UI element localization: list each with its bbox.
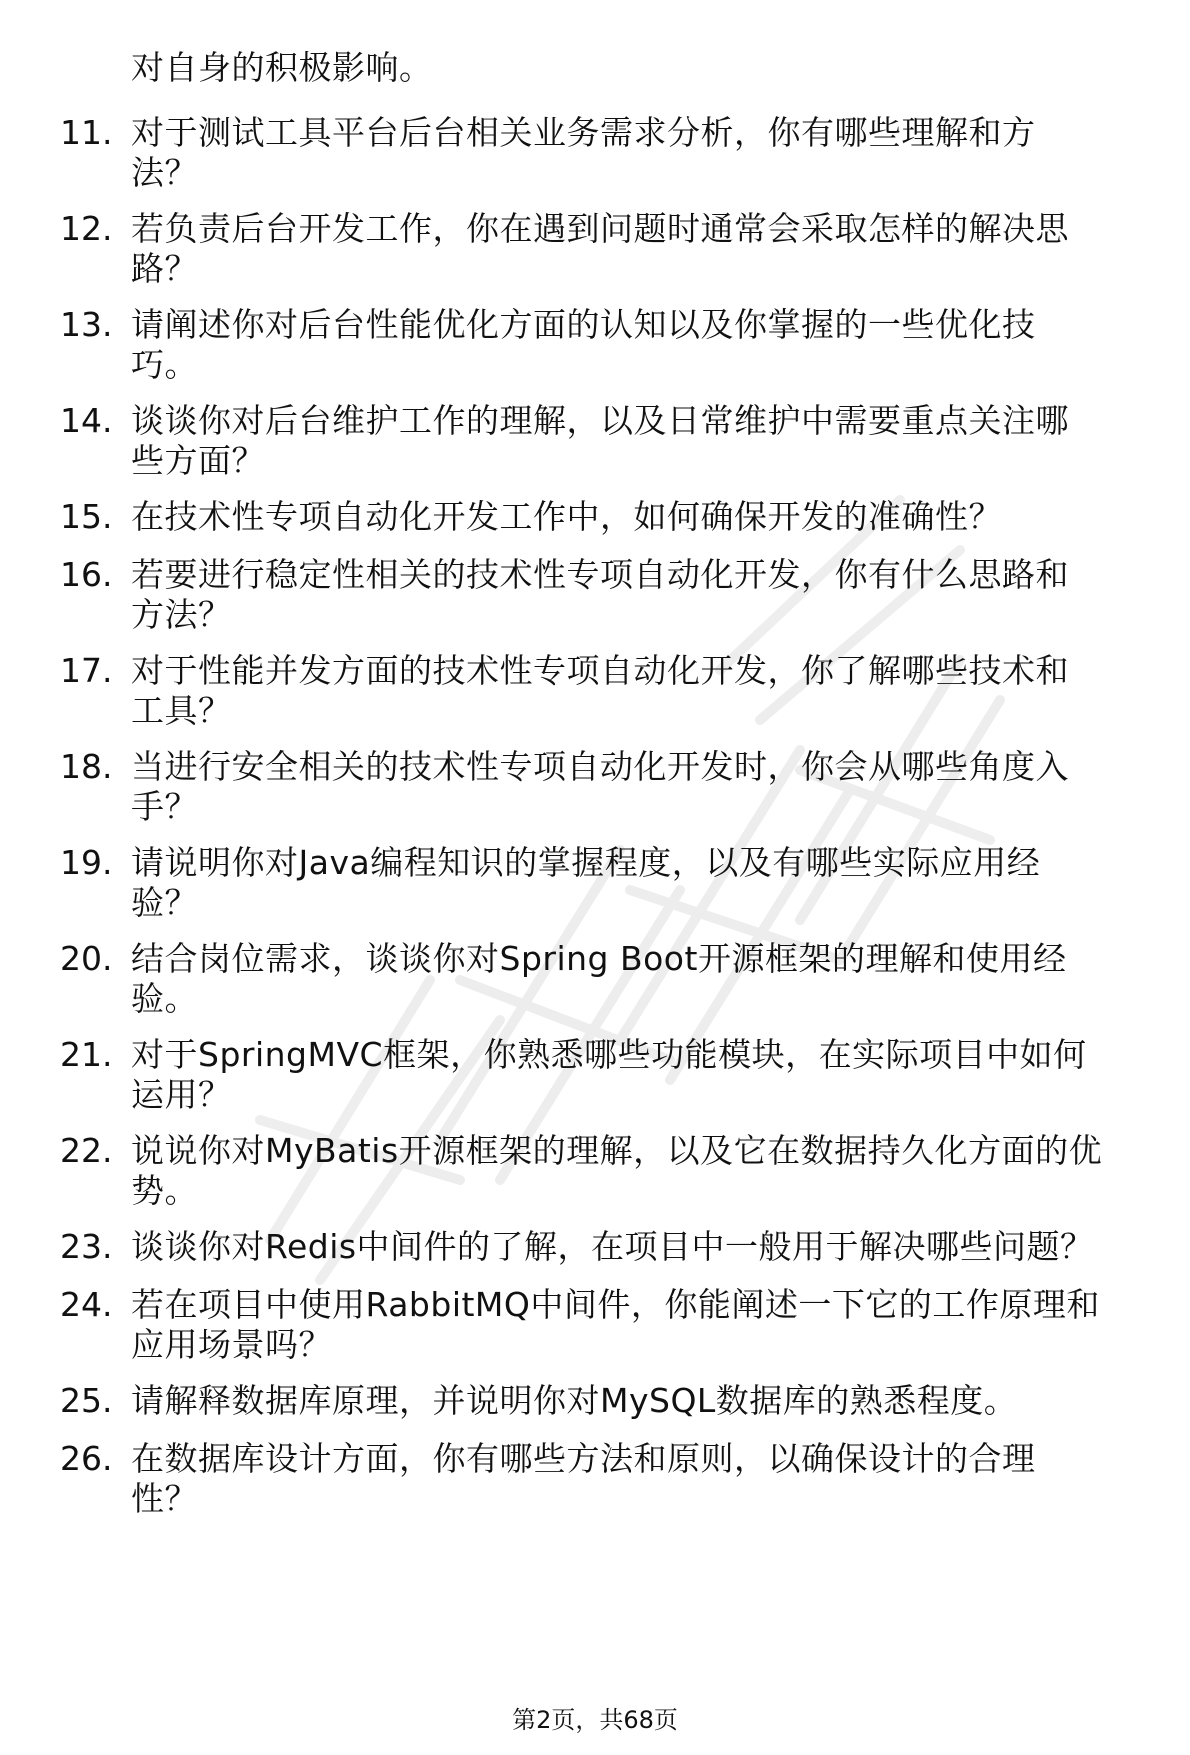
question-text-line: 工具？ bbox=[131, 691, 232, 730]
question-text-line: 对于SpringMVC框架，你熟悉哪些功能模块，在实际项目中如何 bbox=[131, 1035, 1087, 1074]
page-footer: 第2页，共68页 bbox=[512, 1706, 678, 1734]
question-text-line: 若要进行稳定性相关的技术性专项自动化开发，你有什么思路和 bbox=[131, 555, 1069, 594]
question-text-line: 若在项目中使用RabbitMQ中间件，你能阐述一下它的工作原理和 bbox=[131, 1285, 1100, 1324]
question-text-line: 势。 bbox=[131, 1171, 198, 1210]
question-text-line: 验。 bbox=[131, 979, 198, 1018]
question-number: 17. bbox=[60, 651, 113, 690]
question-text-line: 验？ bbox=[131, 883, 198, 922]
question-text-line: 若负责后台开发工作，你在遇到问题时通常会采取怎样的解决思 bbox=[131, 209, 1069, 248]
question-number: 13. bbox=[60, 305, 113, 344]
question-number: 14. bbox=[60, 401, 113, 440]
continuation-text: 对自身的积极影响。 bbox=[131, 48, 433, 87]
question-text-line: 对于测试工具平台后台相关业务需求分析，你有哪些理解和方 bbox=[131, 113, 1036, 152]
question-text-line: 谈谈你对Redis中间件的了解，在项目中一般用于解决哪些问题？ bbox=[131, 1227, 1094, 1266]
question-number: 26. bbox=[60, 1439, 113, 1478]
question-text-line: 应用场景吗？ bbox=[131, 1325, 332, 1364]
question-number: 23. bbox=[60, 1227, 113, 1266]
question-text-line: 在技术性专项自动化开发工作中，如何确保开发的准确性？ bbox=[131, 497, 1002, 536]
question-text-line: 在数据库设计方面，你有哪些方法和原则，以确保设计的合理 bbox=[131, 1439, 1036, 1478]
question-number: 21. bbox=[60, 1035, 113, 1074]
question-number: 24. bbox=[60, 1285, 113, 1324]
question-text-line: 请阐述你对后台性能优化方面的认知以及你掌握的一些优化技 bbox=[131, 305, 1036, 344]
question-text-line: 巧。 bbox=[131, 345, 198, 384]
question-text-line: 对于性能并发方面的技术性专项自动化开发，你了解哪些技术和 bbox=[131, 651, 1069, 690]
question-text-line: 运用？ bbox=[131, 1075, 232, 1114]
question-text-line: 说说你对MyBatis开源框架的理解，以及它在数据持久化方面的优 bbox=[131, 1131, 1103, 1170]
question-number: 15. bbox=[60, 497, 113, 536]
question-text-line: 些方面？ bbox=[131, 441, 265, 480]
question-text-line: 请解释数据库原理，并说明你对MySQL数据库的熟悉程度。 bbox=[131, 1381, 1018, 1420]
question-text-line: 结合岗位需求，谈谈你对Spring Boot开源框架的理解和使用经 bbox=[131, 939, 1067, 978]
question-text-line: 请说明你对Java编程知识的掌握程度，以及有哪些实际应用经 bbox=[131, 843, 1041, 882]
question-text-line: 性？ bbox=[131, 1479, 198, 1518]
question-number: 12. bbox=[60, 209, 113, 248]
question-text-line: 法？ bbox=[131, 153, 198, 192]
question-text-line: 方法？ bbox=[131, 595, 232, 634]
question-text-line: 手？ bbox=[131, 787, 198, 826]
question-number: 16. bbox=[60, 555, 113, 594]
question-number: 18. bbox=[60, 747, 113, 786]
question-text-line: 当进行安全相关的技术性专项自动化开发时，你会从哪些角度入 bbox=[131, 747, 1069, 786]
question-text-line: 路？ bbox=[131, 249, 198, 288]
question-number: 11. bbox=[60, 113, 113, 152]
question-number: 22. bbox=[60, 1131, 113, 1170]
question-text-line: 谈谈你对后台维护工作的理解，以及日常维护中需要重点关注哪 bbox=[131, 401, 1069, 440]
question-number: 20. bbox=[60, 939, 113, 978]
question-number: 19. bbox=[60, 843, 113, 882]
question-number: 25. bbox=[60, 1381, 113, 1420]
